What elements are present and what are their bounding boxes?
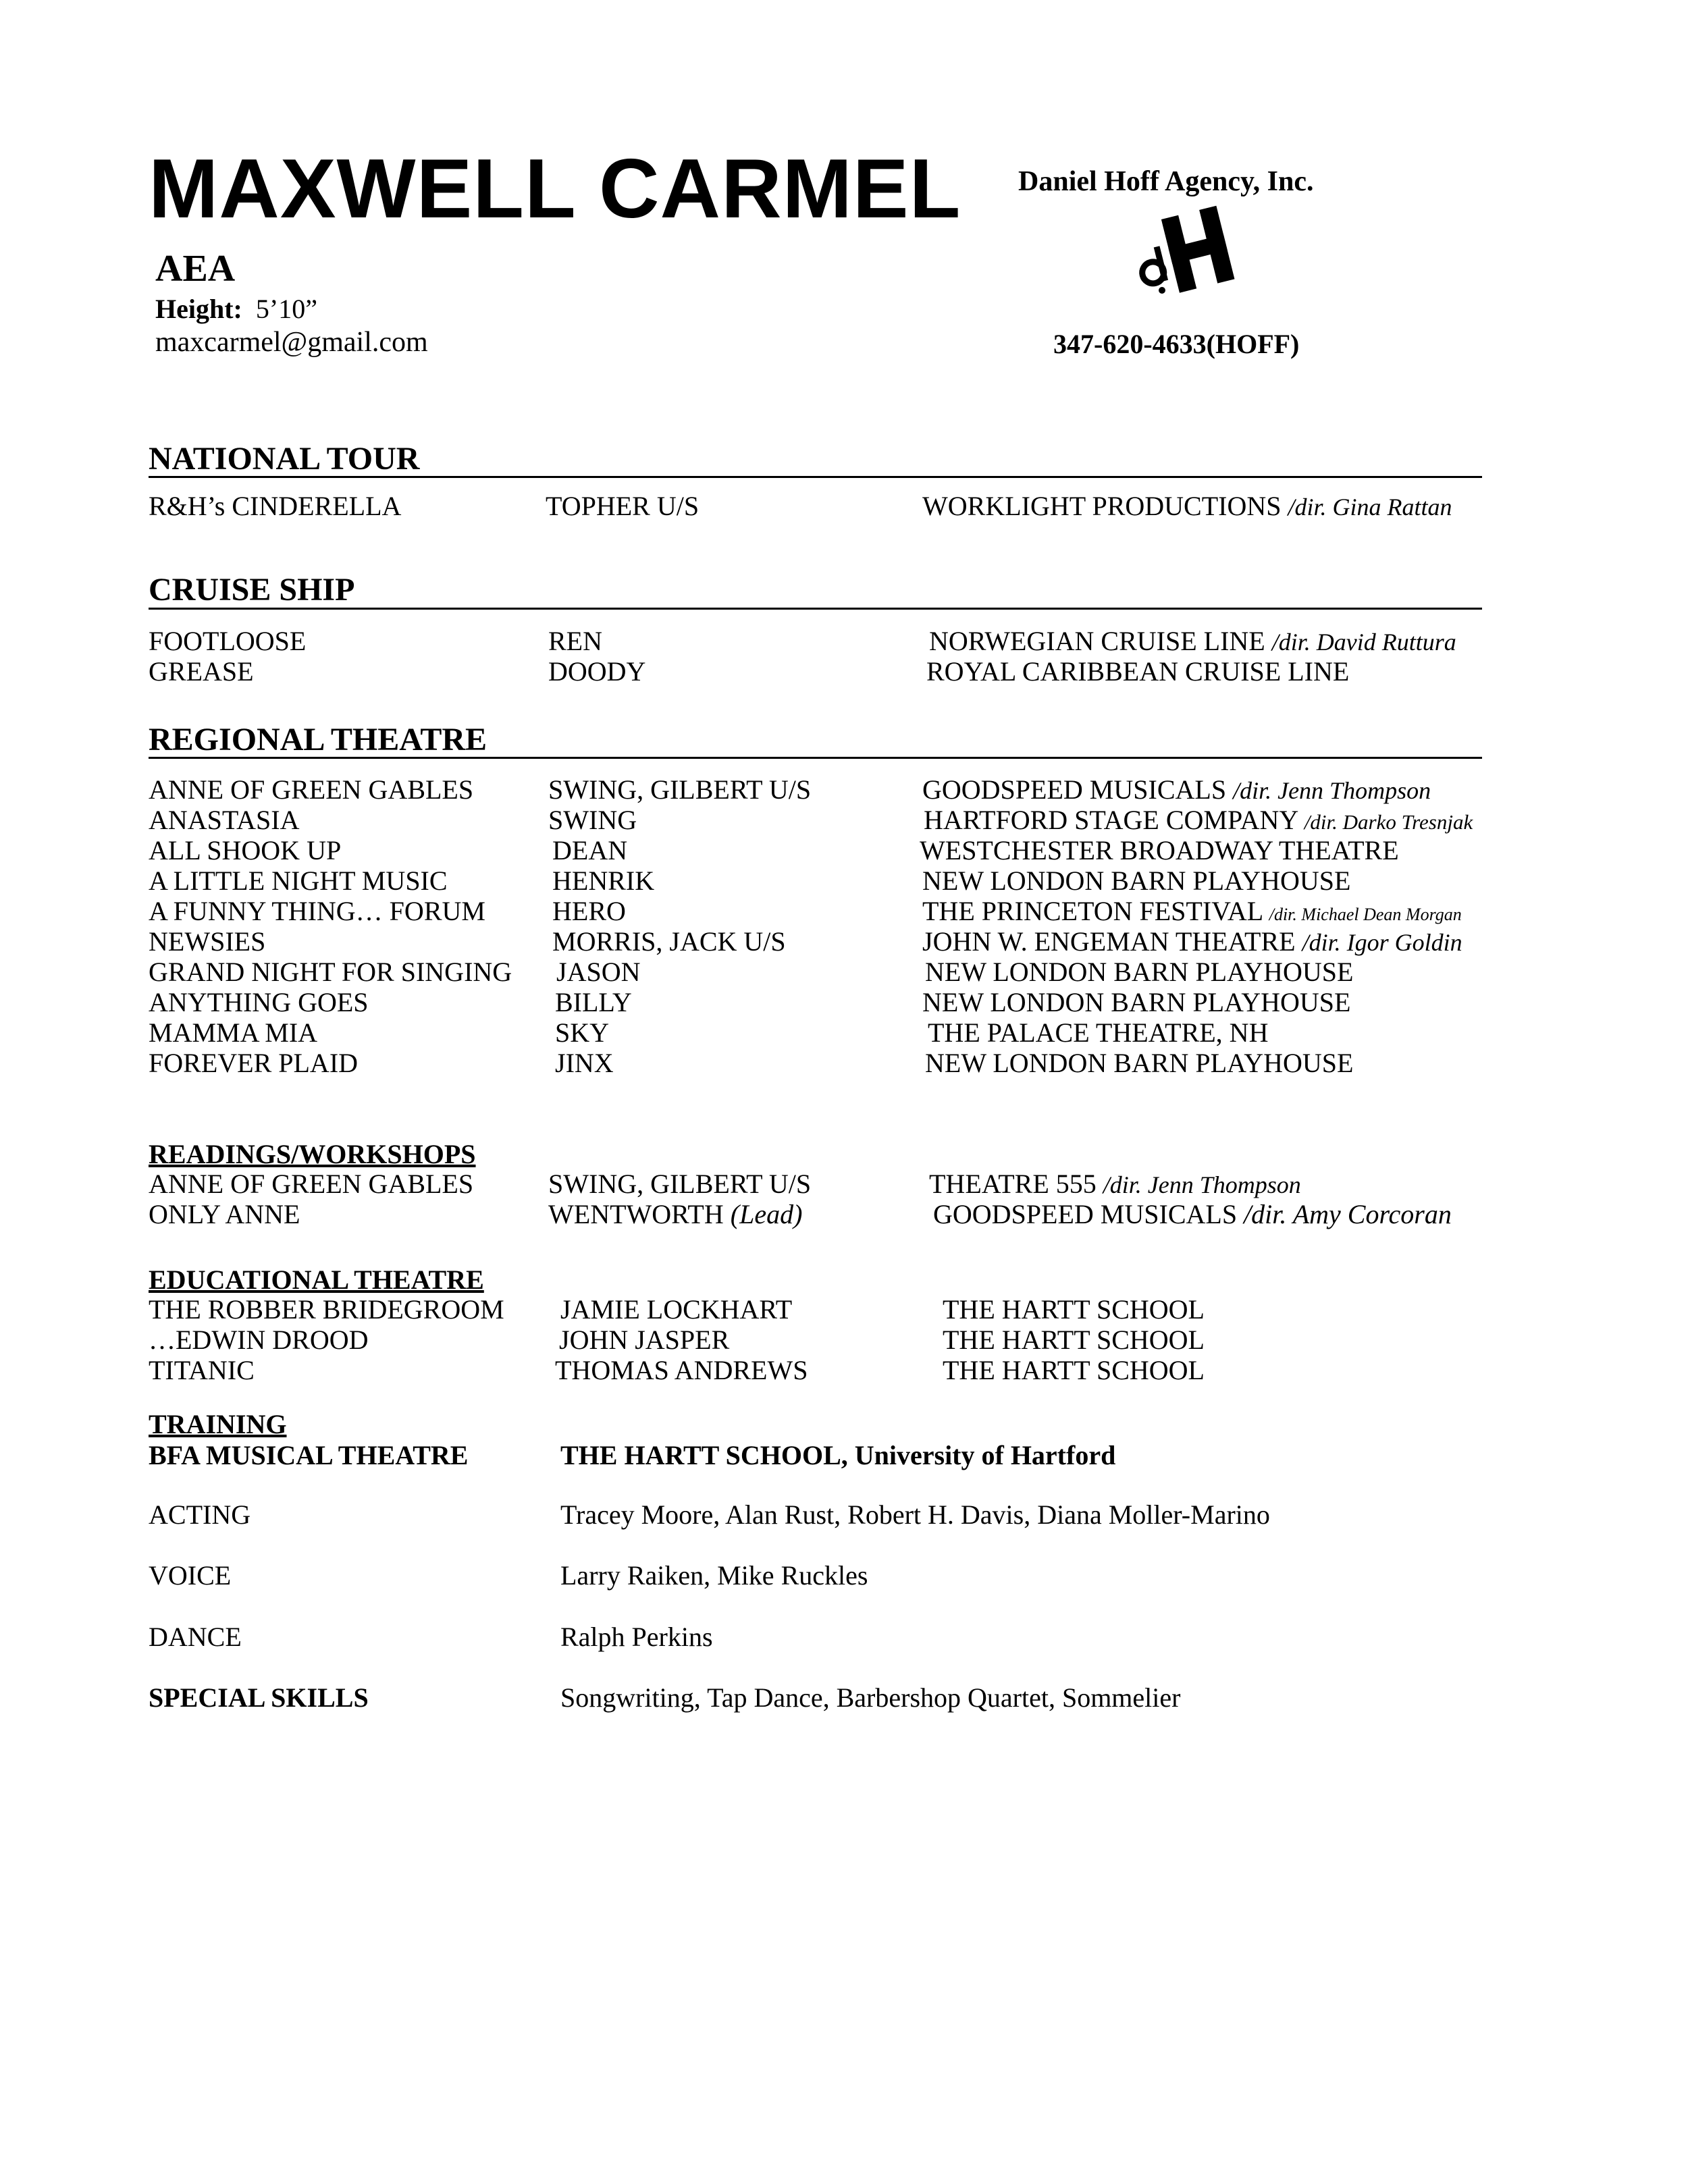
credit-role: JINX [555,1048,614,1078]
section-heading-training: TRAINING [149,1409,287,1439]
role-note: (Lead) [730,1199,803,1229]
credit-company: NEW LONDON BARN PLAYHOUSE [922,865,1351,896]
actor-name: MAXWELL CARMEL [149,142,961,236]
credit-company [922,493,1452,520]
credit-role: SKY [555,1017,610,1048]
section-heading-readings-workshops: READINGS/WORKSHOPS [149,1139,476,1169]
section-divider [149,476,1482,478]
section-divider [149,608,1482,610]
training-label: ACTING [149,1499,251,1530]
credit-role: DEAN [552,835,628,865]
special-skills-value: Songwriting, Tap Dance, Barbershop Quartet, Sommelier [560,1682,1181,1713]
credit-company: ROYAL CARIBBEAN CRUISE LINE [926,656,1350,687]
credit-role: HERO [552,896,626,926]
union-affiliation: AEA [155,248,236,290]
credit-show: MAMMA MIA [149,1017,318,1048]
credit-company [922,928,1462,955]
credit-show: ANYTHING GOES [149,987,369,1017]
director-credit: /dir. Gina Rattan [1288,494,1452,521]
director-credit: /dir. Igor Goldin [1302,929,1462,956]
training-value: Larry Raiken, Mike Ruckles [560,1560,868,1591]
credit-show: GREASE [149,656,254,687]
section-heading-national-tour: NATIONAL TOUR [149,441,420,477]
training-value: Tracey Moore, Alan Rust, Robert H. Davis, Diana Moller-Marino [560,1499,1270,1530]
special-skills-label: SPECIAL SKILLS [149,1682,369,1713]
credit-role: JAMIE LOCKHART [560,1294,793,1325]
company-name: HARTFORD STAGE COMPANY [924,805,1298,835]
credit-show: NEWSIES [149,926,266,957]
training-label: VOICE [149,1560,232,1591]
section-heading-regional-theatre: REGIONAL THEATRE [149,722,487,757]
credit-company: THE HARTT SCHOOL [943,1355,1205,1385]
company-name: THE PRINCETON FESTIVAL [922,896,1263,926]
credit-show: …EDWIN DROOD [149,1325,369,1355]
company-name: WORKLIGHT PRODUCTIONS [922,491,1282,521]
credit-company: NEW LONDON BARN PLAYHOUSE [925,957,1354,987]
credit-show: THE ROBBER BRIDEGROOM [149,1294,504,1325]
company-name: GOODSPEED MUSICALS [933,1199,1238,1229]
training-value: THE HARTT SCHOOL, University of Hartford [560,1440,1116,1470]
agency-logo [1117,203,1239,304]
company-name: NORWEGIAN CRUISE LINE [929,626,1265,656]
credit-company: THE HARTT SCHOOL [943,1325,1205,1355]
credit-role: THOMAS ANDREWS [555,1355,808,1385]
agency-name: Daniel Hoff Agency, Inc. [1018,166,1314,197]
credit-role: MORRIS, JACK U/S [552,926,786,957]
credit-role: SWING [548,805,637,835]
credit-company [924,807,1473,834]
credit-role: JASON [556,957,641,987]
training-label: DANCE [149,1622,242,1652]
height-value: 5’10” [255,294,317,324]
credit-role [548,1201,802,1228]
director-credit: /dir. David Ruttura [1271,629,1456,656]
credit-company [922,898,1462,925]
credit-company: WESTCHESTER BROADWAY THEATRE [920,835,1399,865]
director-credit: /dir. Amy Corcoran [1244,1199,1452,1229]
credit-role: SWING, GILBERT U/S [548,774,812,805]
credit-company: NEW LONDON BARN PLAYHOUSE [925,1048,1354,1078]
credit-company [929,1171,1301,1198]
section-heading-cruise-ship: CRUISE SHIP [149,572,355,608]
credit-company: THE HARTT SCHOOL [943,1294,1205,1325]
credit-role: DOODY [548,656,646,687]
section-heading-educational-theatre: EDUCATIONAL THEATRE [149,1264,484,1295]
director-credit: /dir. Darko Tresnjak [1304,810,1473,834]
credit-company [929,628,1456,655]
credit-show: ANASTASIA [149,805,300,835]
credit-show: GRAND NIGHT FOR SINGING [149,957,512,987]
training-label: BFA MUSICAL THEATRE [149,1440,469,1470]
height-line [155,293,317,325]
credit-show: FOOTLOOSE [149,626,307,656]
director-credit: /dir. Jenn Thompson [1103,1171,1301,1198]
company-name: JOHN W. ENGEMAN THEATRE [922,926,1296,957]
credit-show: ONLY ANNE [149,1199,300,1229]
agency-phone: 347-620-4633(HOFF) [1053,329,1300,359]
credit-role: JOHN JASPER [559,1325,730,1355]
role-name: WENTWORTH [548,1199,724,1229]
credit-show: A FUNNY THING… FORUM [149,896,485,926]
credit-role: TOPHER U/S [546,491,700,521]
company-name: GOODSPEED MUSICALS [922,774,1227,805]
email-address: maxcarmel@gmail.com [155,327,428,358]
credit-role: REN [548,626,602,656]
credit-show: ANNE OF GREEN GABLES [149,774,474,805]
director-credit: /dir. Jenn Thompson [1233,777,1431,804]
credit-role: HENRIK [552,865,655,896]
section-divider [149,757,1482,759]
credit-show: TITANIC [149,1355,255,1385]
company-name: THEATRE 555 [929,1169,1097,1199]
credit-role: BILLY [555,987,632,1017]
credit-show: A LITTLE NIGHT MUSIC [149,865,448,896]
height-label: Height: [155,294,242,324]
training-value: Ralph Perkins [560,1622,713,1652]
credit-company: THE PALACE THEATRE, NH [928,1017,1269,1048]
director-credit: /dir. Michael Dean Morgan [1269,905,1462,924]
credit-role: SWING, GILBERT U/S [548,1169,812,1199]
credit-company [922,776,1431,803]
credit-company [933,1201,1452,1228]
credit-show: R&H’s CINDERELLA [149,491,402,521]
credit-show: ANNE OF GREEN GABLES [149,1169,474,1199]
credit-company: NEW LONDON BARN PLAYHOUSE [922,987,1351,1017]
credit-show: ALL SHOOK UP [149,835,342,865]
credit-show: FOREVER PLAID [149,1048,359,1078]
